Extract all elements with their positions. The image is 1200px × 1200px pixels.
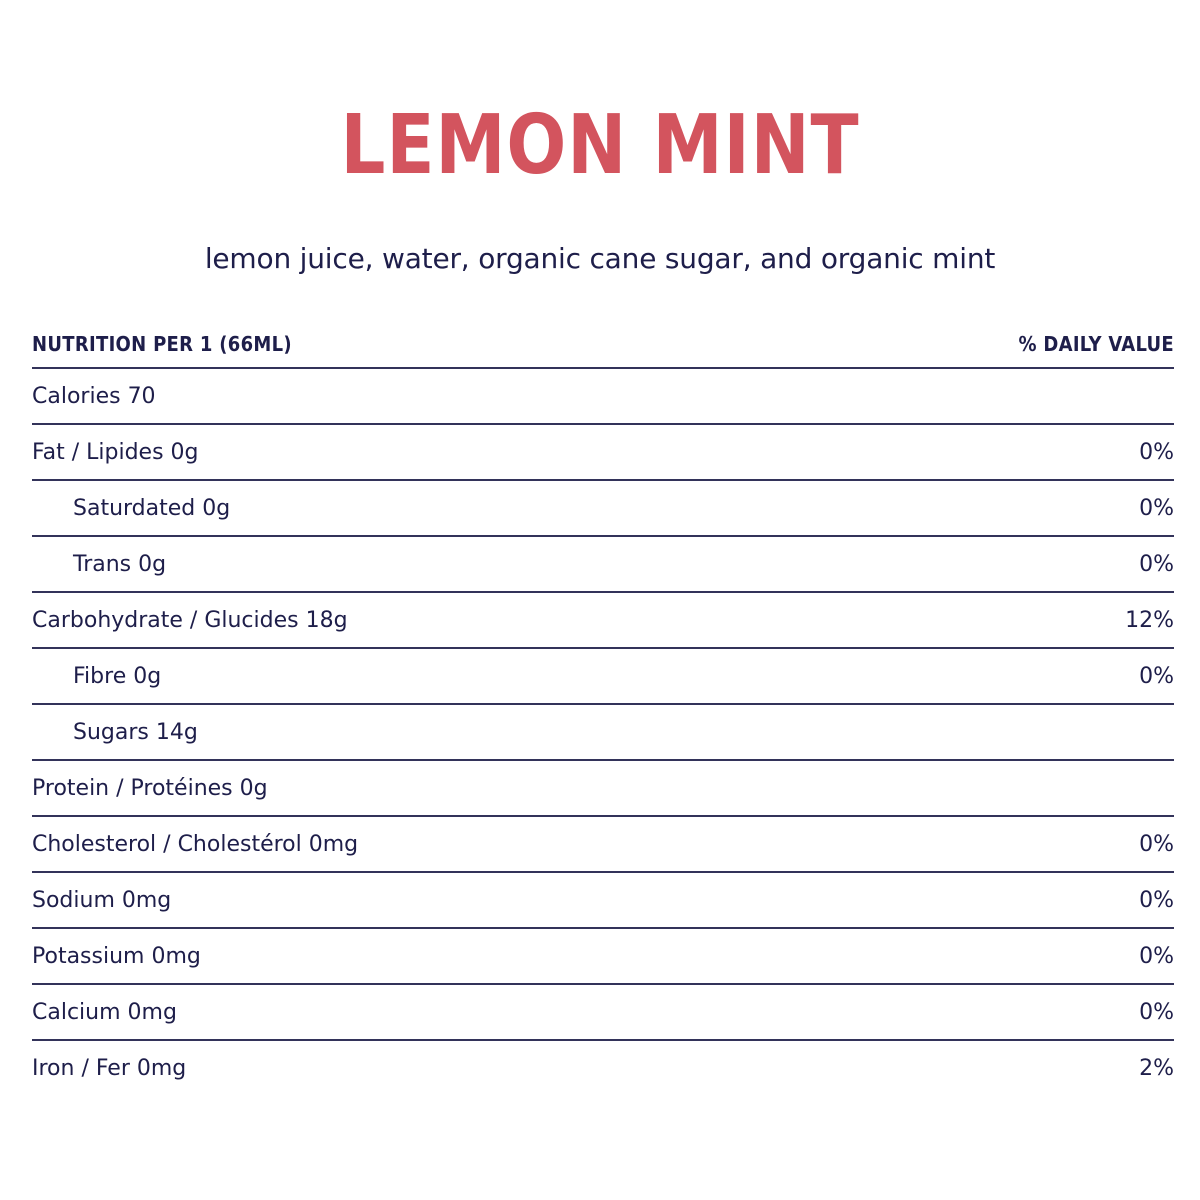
nutrition-row-saturated <box>32 481 1174 537</box>
daily-value: 0% <box>1139 663 1174 689</box>
nutrient-label: Fat / Lipides 0g <box>32 439 199 465</box>
nutrition-row-sodium <box>32 873 1174 929</box>
nutrition-row-calcium <box>32 985 1174 1041</box>
nutrition-row-protein <box>32 761 1174 817</box>
nutrient-label: Cholesterol / Cholestérol 0mg <box>32 831 359 857</box>
daily-value: 0% <box>1139 831 1174 857</box>
nutrition-table <box>32 320 1174 1095</box>
daily-value: 0% <box>1139 999 1174 1025</box>
nutrition-row-carbohydrate <box>32 593 1174 649</box>
daily-value: 0% <box>1139 887 1174 913</box>
nutrition-header-daily-value: % DAILY VALUE <box>1018 331 1174 356</box>
nutrition-row-fat <box>32 425 1174 481</box>
ingredients-list: lemon juice, water, organic cane sugar, and organic mint <box>204 242 996 275</box>
nutrient-label: Potassium 0mg <box>32 943 201 969</box>
nutrition-row-calories <box>32 369 1174 425</box>
nutrient-label: Trans 0g <box>73 551 167 577</box>
nutrition-row-sugars <box>32 705 1174 761</box>
nutrient-label: Fibre 0g <box>73 663 162 689</box>
nutrient-label: Sugars 14g <box>73 719 198 745</box>
nutrition-row-trans <box>32 537 1174 593</box>
nutrient-label: Protein / Protéines 0g <box>32 775 268 801</box>
nutrient-label: Iron / Fer 0mg <box>32 1055 187 1081</box>
nutrition-table-header <box>32 320 1174 369</box>
nutrition-row-fibre <box>32 649 1174 705</box>
nutrient-label: Calcium 0mg <box>32 999 177 1025</box>
nutrient-label: Carbohydrate / Glucides 18g <box>32 607 348 633</box>
product-title: LEMON MINT <box>340 98 860 193</box>
nutrient-label: Saturdated 0g <box>73 495 231 521</box>
nutrition-row-iron <box>32 1041 1174 1095</box>
nutrition-header-serving: NUTRITION PER 1 (66ML) <box>32 331 292 356</box>
nutrition-row-cholesterol <box>32 817 1174 873</box>
nutrition-row-potassium <box>32 929 1174 985</box>
daily-value: 0% <box>1139 439 1174 465</box>
daily-value: 0% <box>1139 495 1174 521</box>
nutrient-label: Calories 70 <box>32 383 156 409</box>
daily-value: 0% <box>1139 551 1174 577</box>
daily-value: 12% <box>1125 607 1174 633</box>
daily-value: 0% <box>1139 943 1174 969</box>
daily-value: 2% <box>1139 1055 1174 1081</box>
nutrient-label: Sodium 0mg <box>32 887 172 913</box>
